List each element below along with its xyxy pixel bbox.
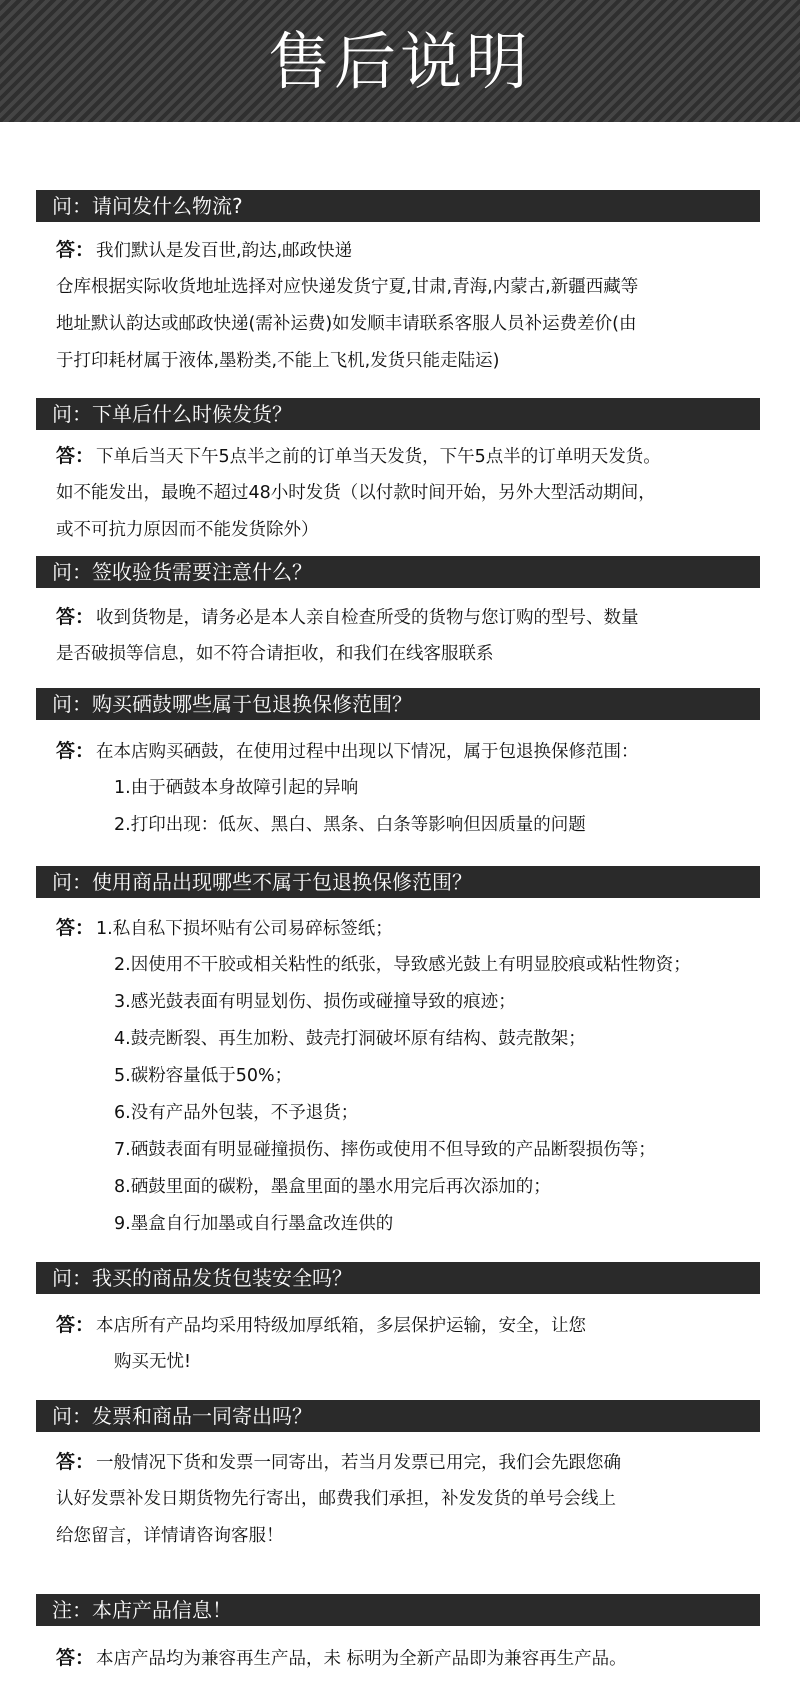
answer-line: 答： 1.私自私下损坏贴有公司易碎标签纸； (56, 917, 393, 939)
answer-label: 答： (56, 606, 95, 628)
answer-line: 4.鼓壳断裂、再生加粉、鼓壳打洞破坏原有结构、鼓壳散架； (114, 1029, 586, 1049)
question-bar-invoice: 问：发票和商品一同寄出吗？ (36, 1400, 760, 1432)
answer-line: 9.墨盒自行加墨或自行墨盒改连供的 (114, 1214, 394, 1234)
answer-line: 8.硒鼓里面的碳粉，墨盒里面的墨水用完后再次添加的； (114, 1177, 551, 1197)
question-bar-shipping-time: 问：下单后什么时候发货？ (36, 398, 760, 430)
answer-product-info (56, 1640, 796, 1677)
answer-line: 答： 下单后当天下午5点半之前的订单当天发货，下午5点半的订单明天发货。 (56, 445, 661, 467)
answer-line: 答： 一般情况下货和发票一同寄出，若当月发票已用完，我们会先跟您确 (56, 1451, 622, 1473)
question-bar-logistics: 问：请问发什么物流? (36, 190, 760, 222)
answer-invoice (56, 1444, 796, 1555)
page-title: 售后说明 (267, 25, 532, 98)
answer-warranty-covered (56, 733, 796, 844)
answer-label: 答： (56, 1314, 95, 1336)
answer-line: 认好发票补发日期货物先行寄出，邮费我们承担，补发发货的单号会线上 (56, 1489, 616, 1509)
question-bar-packaging: 问：我买的商品发货包装安全吗？ (36, 1262, 760, 1294)
answer-line: 购买无忧! (114, 1352, 192, 1372)
answer-line: 给您留言，详情请咨询客服！ (56, 1526, 284, 1546)
answer-label: 答： (56, 239, 95, 261)
answer-line: 6.没有产品外包装，不予退货； (114, 1103, 359, 1123)
answer-label: 答： (56, 1647, 95, 1669)
question-bar-warranty-covered: 问：购买硒鼓哪些属于包退换保修范围？ (36, 688, 760, 720)
answer-line: 仓库根据实际收货地址选择对应快递发货宁夏,甘肃,青海,内蒙古,新疆西藏等 (56, 277, 639, 297)
answer-label: 答： (56, 740, 95, 762)
answer-line: 答： 本店产品均为兼容再生产品，未 标明为全新产品即为兼容再生产品。 (56, 1647, 627, 1669)
answer-line: 答： 我们默认是发百世,韵达,邮政快递 (56, 239, 353, 261)
answer-line: 答： 在本店购买硒鼓，在使用过程中出现以下情况，属于包退换保修范围： (56, 740, 639, 762)
answer-line: 答： 收到货物是，请务必是本人亲自检查所受的货物与您订购的型号、数量 (56, 606, 639, 628)
answer-line: 于打印耗材属于液体,墨粉类,不能上飞机,发货只能走陆运) (56, 351, 500, 371)
answer-line: 如不能发出，最晚不超过48小时发货（以付款时间开始，另外大型活动期间， (56, 483, 656, 503)
answer-line: 2.因使用不干胶或相关粘性的纸张，导致感光鼓上有明显胶痕或粘性物资； (114, 955, 691, 975)
answer-line: 5.碳粉容量低于50%； (114, 1066, 293, 1086)
answer-logistics (56, 232, 796, 380)
answer-line: 地址默认韵达或邮政快递(需补运费)如发顺丰请联系客服人员补运费差价(由 (56, 314, 637, 334)
answer-line: 2.打印出现：低灰、黑白、黑条、白条等影响但因质量的问题 (114, 815, 586, 835)
answer-shipping-time (56, 438, 796, 549)
answer-label: 答： (56, 917, 95, 939)
answer-line: 是否破损等信息，如不符合请拒收，和我们在线客服联系 (56, 644, 494, 664)
answer-label: 答： (56, 445, 95, 467)
answer-line: 1.由于硒鼓本身故障引起的异响 (114, 778, 359, 798)
question-bar-warranty-excluded: 问：使用商品出现哪些不属于包退换保修范围？ (36, 866, 760, 898)
answer-line: 答： 本店所有产品均采用特级加厚纸箱，多层保护运输，安全，让您 (56, 1314, 587, 1336)
answer-inspection (56, 599, 796, 673)
answer-packaging (56, 1307, 796, 1381)
header-banner (0, 0, 800, 122)
answer-warranty-excluded (56, 910, 796, 1243)
answer-line: 7.硒鼓表面有明显碰撞损伤、摔伤或使用不但导致的产品断裂损伤等； (114, 1140, 656, 1160)
answer-line: 3.感光鼓表面有明显划伤、损伤或碰撞导致的痕迹； (114, 992, 516, 1012)
note-bar-product-info: 注：本店产品信息！ (36, 1594, 760, 1626)
answer-line: 或不可抗力原因而不能发货除外） (56, 520, 319, 540)
question-bar-inspection: 问：签收验货需要注意什么？ (36, 556, 760, 588)
answer-label: 答： (56, 1451, 95, 1473)
